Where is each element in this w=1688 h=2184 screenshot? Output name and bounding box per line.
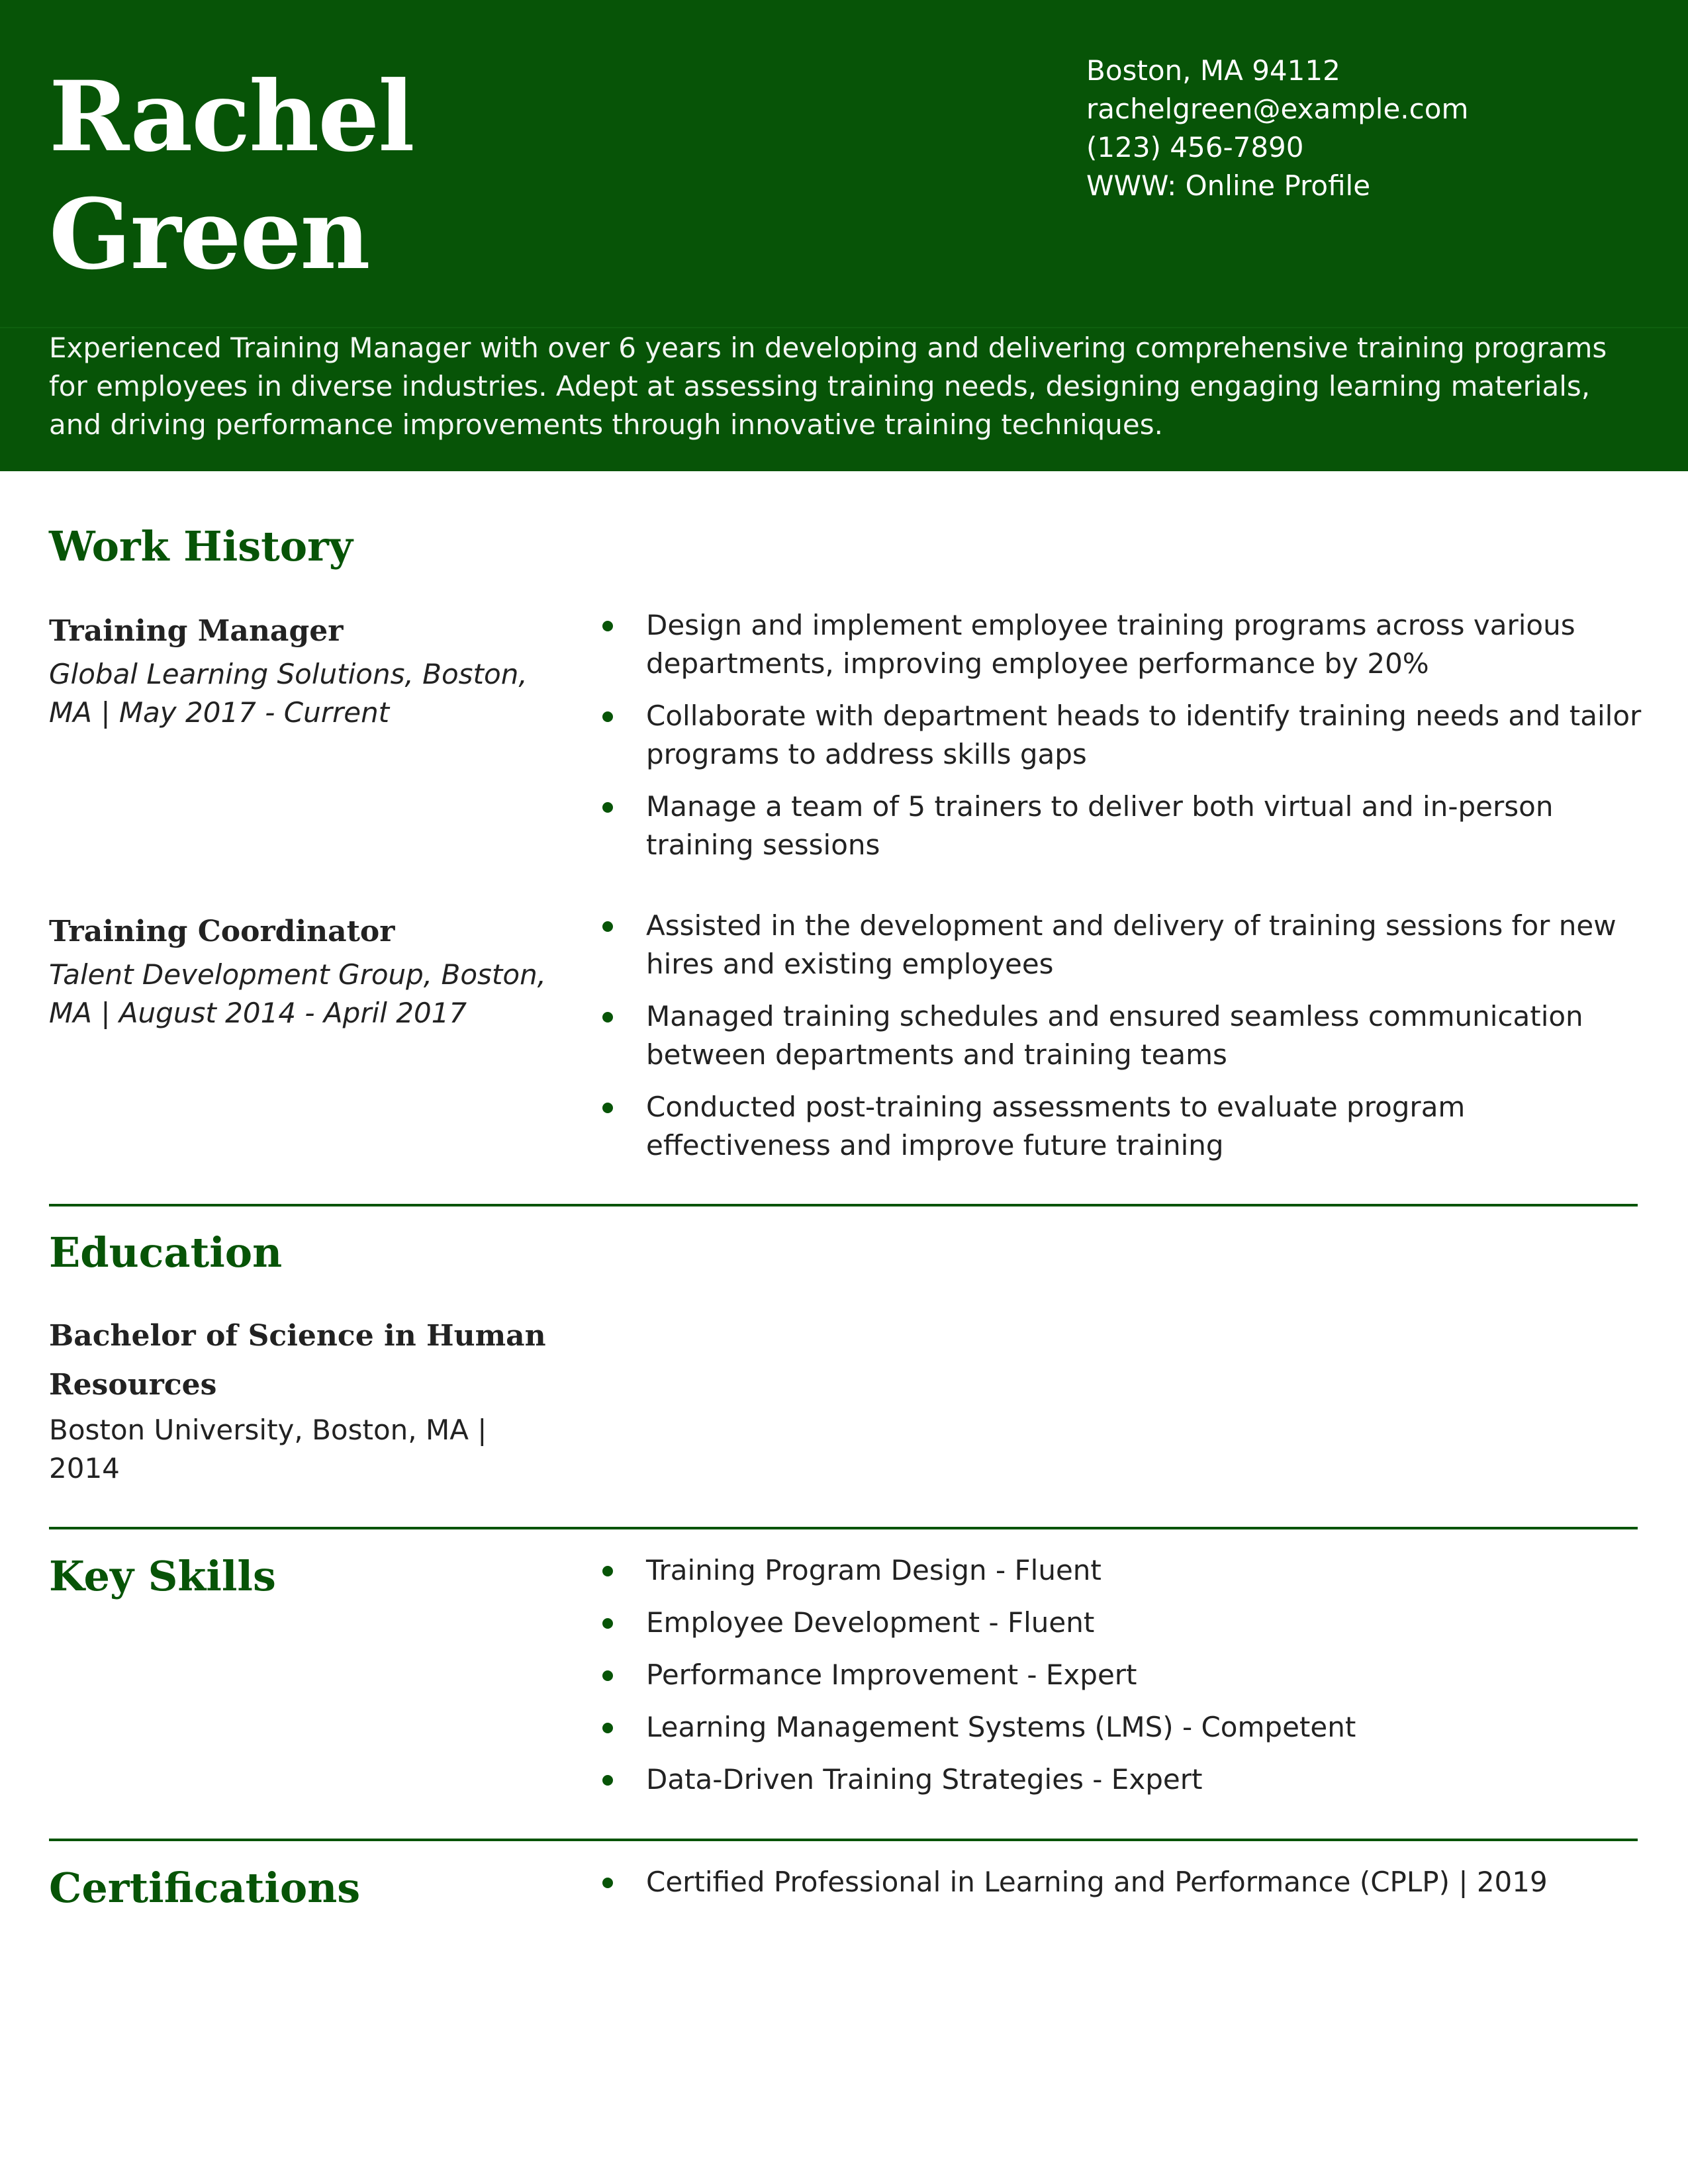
list-item: Data-Driven Training Strategies - Expert xyxy=(600,1760,1652,1799)
bullet-icon xyxy=(602,1878,613,1888)
contact-email[interactable]: rachelgreen@example.com xyxy=(1086,93,1469,125)
job-bullets xyxy=(600,907,1652,1165)
list-item: Training Program Design - Fluent xyxy=(600,1551,1652,1590)
section-title-key-skills: Key Skills xyxy=(49,1552,276,1600)
list-item: Manage a team of 5 trainers to deliver both virtual and in-person training sessions xyxy=(600,788,1652,864)
job-meta: Global Learning Solutions, Boston, MA | May 2017 - Current xyxy=(49,658,528,729)
bullet-icon xyxy=(602,711,613,722)
last-name: Green xyxy=(49,178,369,291)
list-item: Performance Improvement - Expert xyxy=(600,1656,1652,1694)
job-title: Training Manager xyxy=(49,614,344,648)
bullet-icon xyxy=(602,1012,613,1023)
contact-block xyxy=(1086,52,1649,205)
first-name: Rachel xyxy=(49,60,414,173)
bullet-icon xyxy=(602,1775,613,1786)
bullet-icon xyxy=(602,1670,613,1681)
certifications-list xyxy=(600,1863,1652,1901)
list-item: Assisted in the development and delivery of training sessions for new hires and existing employees xyxy=(600,907,1652,983)
list-item: Employee Development - Fluent xyxy=(600,1604,1652,1642)
list-item: Design and implement employee training programs across various departments, improving employee performance by 20% xyxy=(600,606,1652,683)
bullet-icon xyxy=(602,1566,613,1576)
contact-phone: (123) 456-7890 xyxy=(1086,131,1304,163)
job-bullets xyxy=(600,606,1652,864)
section-title-education: Education xyxy=(49,1228,283,1277)
section-divider xyxy=(49,1204,1638,1206)
section-title-work-history: Work History xyxy=(49,522,353,570)
bullet-icon xyxy=(602,621,613,631)
list-item: Collaborate with department heads to identify training needs and tailor programs to address skills gaps xyxy=(600,697,1652,774)
contact-website[interactable]: WWW: Online Profile xyxy=(1086,169,1371,202)
skills-list xyxy=(600,1551,1652,1799)
section-title-certifications: Certifications xyxy=(49,1864,361,1912)
school-meta: Boston University, Boston, MA | 2014 xyxy=(49,1414,487,1484)
contact-address: Boston, MA 94112 xyxy=(1086,54,1340,87)
job-meta: Talent Development Group, Boston, MA | August 2014 - April 2017 xyxy=(49,958,547,1029)
list-item: Certified Professional in Learning and Performance (CPLP) | 2019 xyxy=(600,1863,1652,1901)
degree-title: Bachelor of Science in Human Resources xyxy=(49,1319,546,1402)
professional-summary: Experienced Training Manager with over 6 years in developing and delivering comprehensive training programs for employees in diverse industries. Adept at assessing training needs, designing engaging learning materials, and driving performance improvements through innovative training techniques. xyxy=(49,332,1607,441)
list-item: Learning Management Systems (LMS) - Competent xyxy=(600,1708,1652,1747)
bullet-icon xyxy=(602,1618,613,1629)
bullet-icon xyxy=(602,1723,613,1733)
resume-header xyxy=(0,0,1688,471)
list-item: Managed training schedules and ensured seamless communication between departments and training teams xyxy=(600,997,1652,1074)
list-item: Conducted post-training assessments to evaluate program effectiveness and improve future training xyxy=(600,1088,1652,1165)
bullet-icon xyxy=(602,1103,613,1113)
section-divider xyxy=(49,1527,1638,1529)
summary-divider xyxy=(0,327,1688,328)
candidate-name xyxy=(49,58,777,294)
section-divider xyxy=(49,1839,1638,1841)
bullet-icon xyxy=(602,802,613,813)
job-title: Training Coordinator xyxy=(49,915,395,948)
bullet-icon xyxy=(602,921,613,932)
